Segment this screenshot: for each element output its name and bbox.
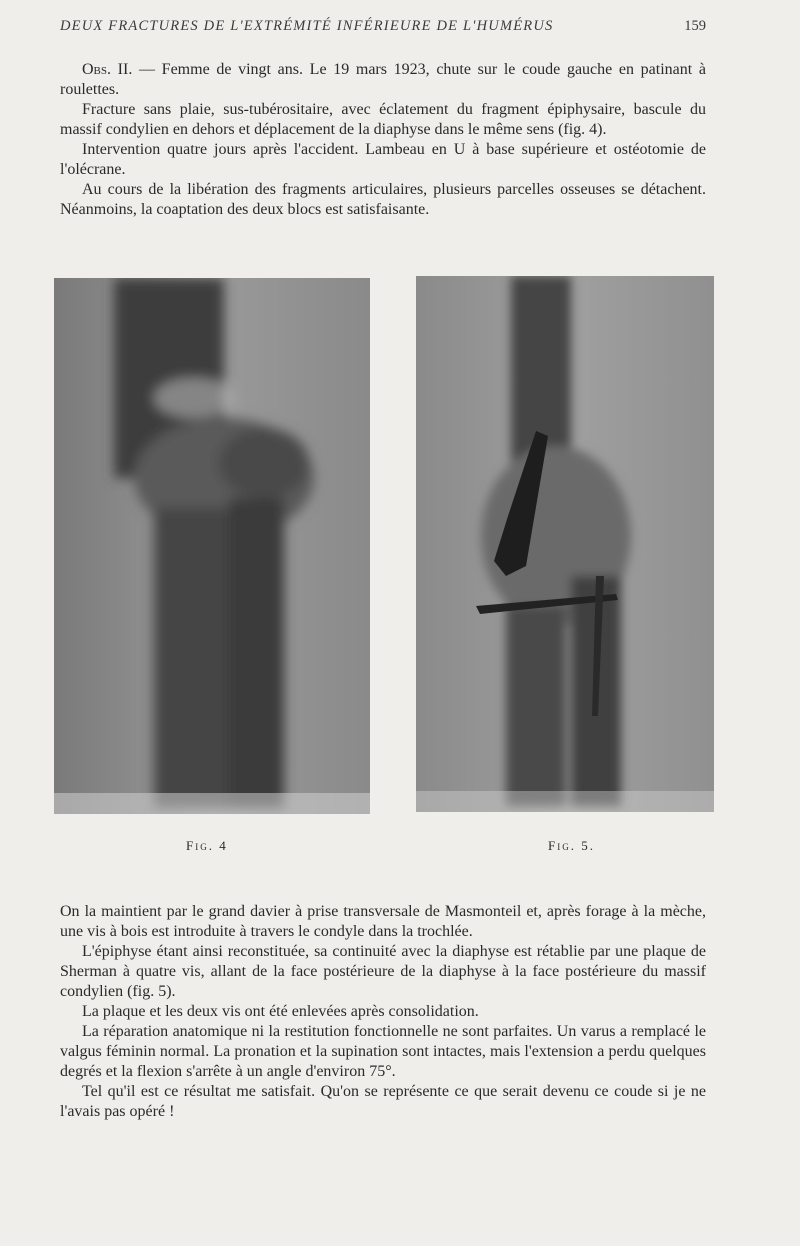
page-number: 159 xyxy=(684,18,706,34)
observation-text xyxy=(60,60,706,220)
paragraph: Intervention quatre jours après l'accident. Lambeau en U à base supérieure et ostéotomie de l'olécrane. xyxy=(60,141,706,178)
xray-image-4 xyxy=(54,278,370,814)
paragraph: Au cours de la libération des fragments articulaires, plusieurs parcelles osseuses se détachent. Néanmoins, la coaptation des deux blocs est satisfaisante. xyxy=(60,181,706,218)
running-title: DEUX FRACTURES DE L'EXTRÉMITÉ INFÉRIEURE DE L'HUMÉRUS xyxy=(60,18,554,34)
running-head xyxy=(60,18,706,35)
obs-label: Obs. II. xyxy=(82,61,133,78)
paragraph: L'épiphyse étant ainsi reconstituée, sa continuité avec la diaphyse est rétablie par une plaque de Sherman à quatre vis, allant de la face postérieure de la diaphyse à la face postérieure du massif condylien (fig. 5). xyxy=(60,943,706,1000)
paragraph: Fracture sans plaie, sus-tubérositaire, avec éclatement du fragment épiphysaire, bascule du massif condylien en dehors et déplacement de la diaphyse dans le même sens (fig. 4). xyxy=(60,101,706,138)
obs-text: — Femme de vingt ans. Le 19 mars 1923, chute sur le coude gauche en patinant à roulettes. xyxy=(60,61,706,98)
xray-figure-4 xyxy=(54,278,370,814)
figure-5-caption: Fig. 5. xyxy=(548,838,595,853)
observation-intro xyxy=(60,60,706,100)
xray-figure-5 xyxy=(416,276,714,812)
paragraph: Tel qu'il est ce résultat me satisfait. Qu'on se représente ce que serait devenu ce coude si je ne l'avais pas opéré ! xyxy=(60,1083,706,1120)
figure-4-caption: Fig. 4 xyxy=(186,838,228,853)
paragraph: La réparation anatomique ni la restitution fonctionnelle ne sont parfaites. Un varus a remplacé le valgus féminin normal. La pronation et la supination sont intactes, mais l'extension a perdu quelques degrés et la flexion s'arrête à un angle d'environ 75°. xyxy=(60,1023,706,1080)
operation-text xyxy=(60,902,706,1122)
paragraph: La plaque et les deux vis ont été enlevées après consolidation. xyxy=(82,1003,479,1020)
paragraph: On la maintient par le grand davier à prise transversale de Masmonteil et, après forage à la mèche, une vis à bois est introduite à travers le condyle dans la trochlée. xyxy=(60,903,706,940)
xray-image-5 xyxy=(416,276,714,812)
